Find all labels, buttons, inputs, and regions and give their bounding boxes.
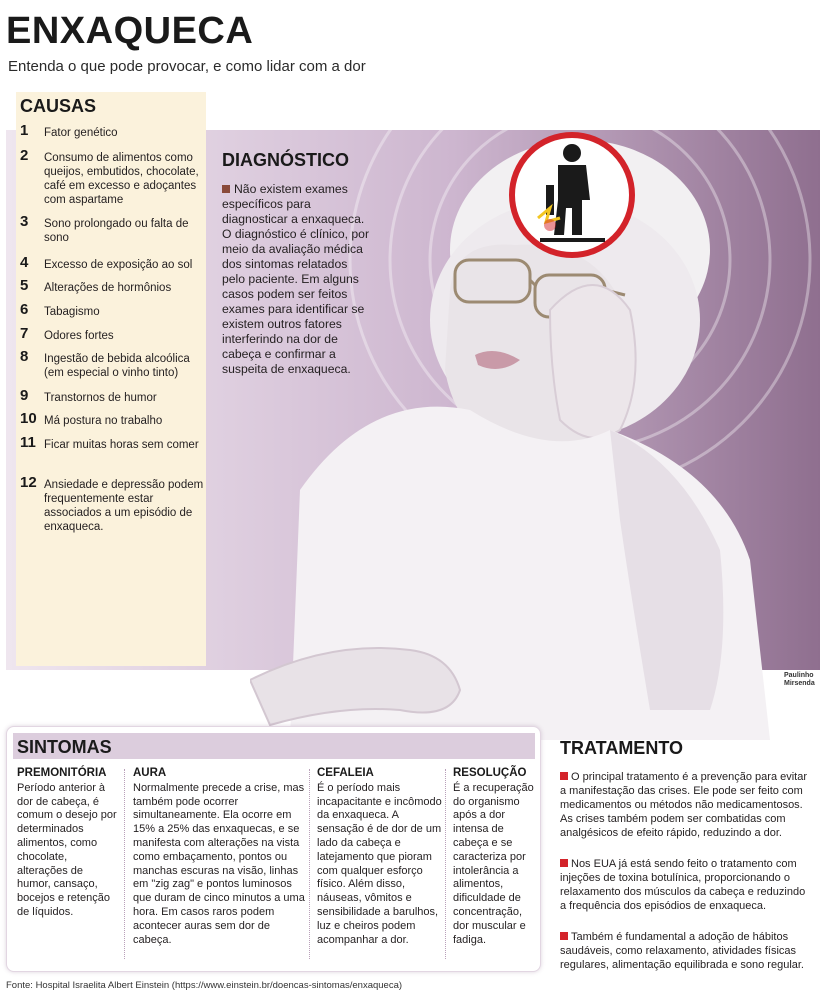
cause-number: 5 [20, 279, 42, 293]
cause-text: Odores fortes [44, 330, 114, 342]
symptom-heading: CEFALEIA [317, 767, 374, 779]
divider [124, 769, 125, 959]
symptom-heading: RESOLUÇÃO [453, 767, 527, 779]
credit-line-2: Mirsenda [784, 680, 815, 687]
treatment-text: Também é fundamental a adoção de hábitos saudáveis, como relaxamento, atividades físicas regulares, alimentação equilibrada e sono regular. [560, 931, 804, 971]
treatment-paragraph [560, 930, 812, 972]
cause-text: Transtornos de humor [44, 392, 157, 404]
credit-line-1: Paulinho [784, 672, 814, 679]
treatment-paragraph [560, 770, 812, 840]
symptoms-box [6, 726, 541, 972]
symptom-text: Normalmente precede a crise, mas também pode ocorrer simultaneamente. Ela ocorre em 15% a 25% das enxaquecas, e se manifesta com alterações na vista como embaçamento, pontos ou manchas escuras na visão, linhas em "zig zag" e pontos luminosos que duram de cinco minutos a uma hora. Em casos raros podem acontecer auras sem dor de cabeça. [133, 781, 305, 946]
cause-text: Má postura no trabalho [44, 415, 163, 427]
bullet-square [560, 772, 568, 780]
cause-number: 6 [20, 303, 42, 317]
bullet-square [222, 185, 230, 193]
bullet-square [560, 859, 568, 867]
cause-number: 1 [20, 124, 42, 138]
cause-number: 10 [20, 412, 42, 426]
cause-text: Ansiedade e depressão podem frequentemente estar associados a um episódio de enxaqueca. [44, 479, 204, 533]
treatment-text: O principal tratamento é a prevenção para evitar a manifestação das crises. Ele pode ser feito com medicamentos ou métodos não medicamentosos. As crises também podem ser combatidas com analgésicos de efeito rápido, reduzindo a dor. [560, 771, 808, 839]
cause-number: 3 [20, 215, 42, 229]
symptom-column-cefaleia [317, 767, 442, 947]
symptom-heading: AURA [133, 767, 167, 779]
cause-text: Ingestão de bebida alcoólica (em especial o vinho tinto) [44, 353, 190, 379]
divider [445, 769, 446, 959]
causes-title: CAUSAS [20, 96, 97, 116]
cause-text: Excesso de exposição ao sol [44, 259, 193, 271]
causes-list [16, 92, 206, 666]
cause-number: 12 [20, 476, 42, 490]
page-subtitle: Entenda o que pode provocar, e como lidar com a dor [8, 58, 366, 75]
cause-text: Ficar muitas horas sem comer [44, 439, 199, 451]
symptom-column-premonitoria [17, 767, 117, 920]
illustrator-credit [784, 672, 815, 688]
causes-panel [16, 92, 206, 666]
cause-text: Alterações de hormônios [44, 282, 172, 294]
treatment-paragraph [560, 857, 812, 913]
diagnostic-title: DIAGNÓSTICO [222, 150, 350, 170]
source-citation: Fonte: Hospital Israelita Albert Einstein (https://www.einstein.br/doencas-sintomas/enxaqueca) [6, 980, 403, 991]
symptom-text: É o período mais incapacitante e incômodo da enxaqueca. A sensação é de dor de um lado da cabeça e latejamento que pioram com qualquer esforço físico. Além disso, náuseas, vômitos e sensibilidade a barulhos, luz e cheiros podem acompanhar a dor. [317, 781, 442, 946]
treatment-text: Nos EUA já está sendo feito o tratamento com injeções de toxina botulínica, proporcionando o relaxamento dos músculos da cabeça e reduzindo a frequência dos episódios de enxaqueca. [560, 858, 806, 912]
treatment-title: TRATAMENTO [560, 738, 683, 758]
cause-number: 2 [20, 149, 42, 163]
diagnostic-body: Não existem exames específicos para diagnosticar a enxaqueca. O diagnóstico é clínico, por meio da avaliação médica dos sintomas relatados pelo paciente. Em alguns casos podem ser feitos exames para identificar se existem outros fatores interferindo na dor de cabeça e confirmar a suspeita de enxaqueca. [222, 182, 370, 376]
cause-text: Tabagismo [44, 306, 100, 318]
symptom-text: É a recuperação do organismo após a dor intensa de cabeça e se caracteriza por intolerância a alimentos, dificuldade de concentração, dor muscular e fadiga. [453, 781, 534, 946]
diagnostic-text [222, 182, 372, 377]
divider [309, 769, 310, 959]
cause-number: 11 [20, 436, 42, 450]
cause-number: 8 [20, 350, 42, 364]
bullet-square [560, 932, 568, 940]
symptom-column-resolucao [453, 767, 535, 947]
cause-text: Fator genético [44, 127, 118, 139]
cause-number: 4 [20, 256, 42, 270]
cause-text: Sono prolongado ou falta de sono [44, 218, 189, 244]
cause-number: 9 [20, 389, 42, 403]
symptom-text: Período anterior à dor de cabeça, é comum o desejo por determinados alimentos, como chocolate, alterações de humor, cansaço, bocejos e retenção de líquidos. [17, 781, 117, 918]
cause-number: 7 [20, 327, 42, 341]
page-title: ENXAQUECA [6, 10, 254, 52]
symptom-heading: PREMONITÓRIA [17, 767, 107, 779]
cause-text: Consumo de alimentos como queijos, embutidos, chocolate, café em excesso e adoçantes com aspartame [44, 152, 199, 206]
symptom-column-aura [133, 767, 305, 947]
symptoms-title: SINTOMAS [17, 737, 112, 757]
